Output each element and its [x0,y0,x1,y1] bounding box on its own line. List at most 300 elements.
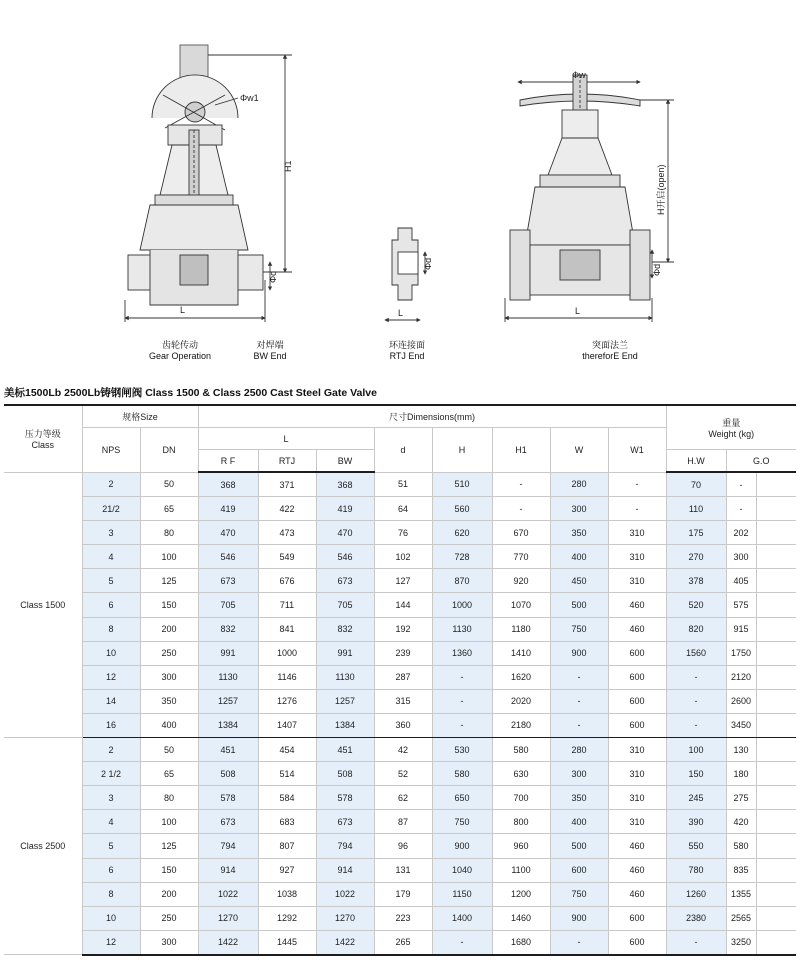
spacer-cell [756,738,796,762]
cell-h: 1150 [432,882,492,906]
cell-w: - [550,713,608,737]
cell-d: 127 [374,569,432,593]
cell-l-rf: 508 [198,762,258,786]
cell-h: 900 [432,834,492,858]
rtj-caption-cn: 环连接面 [388,340,425,350]
cell-weight-go: - [726,497,756,521]
table-row [4,930,796,955]
cell-h: 580 [432,762,492,786]
cell-d: 315 [374,689,432,713]
cell-weight-go: 420 [726,810,756,834]
cell-dn: 100 [140,810,198,834]
cell-d: 52 [374,762,432,786]
cell-nps: 16 [82,713,140,737]
header-w1: W1 [608,428,666,473]
cell-weight-go: 130 [726,738,756,762]
cell-dn: 250 [140,906,198,930]
cell-h: 620 [432,521,492,545]
cell-h1: 1200 [492,882,550,906]
header-nps: NPS [82,428,140,473]
cell-w: 400 [550,545,608,569]
cell-dn: 200 [140,882,198,906]
cell-nps: 8 [82,617,140,641]
cell-l-rtj: 1445 [258,930,316,955]
spacer-cell [756,665,796,689]
cell-d: 144 [374,593,432,617]
cell-w1: 460 [608,617,666,641]
cell-w1: 600 [608,930,666,955]
cell-weight-go: 2120 [726,665,756,689]
spacer-cell [756,906,796,930]
table-row [4,786,796,810]
cell-weight-hw: 70 [666,472,726,497]
cell-weight-hw: - [666,665,726,689]
cell-l-rtj: 1000 [258,641,316,665]
cell-w: 350 [550,521,608,545]
cell-l-rtj: 1292 [258,906,316,930]
table-row [4,569,796,593]
cell-l-rtj: 1146 [258,665,316,689]
cell-w: 300 [550,762,608,786]
cell-w: 350 [550,786,608,810]
cell-l-bw: 368 [316,472,374,497]
cell-w: 600 [550,858,608,882]
header-size: 规格Size [82,405,198,428]
cell-weight-go: 580 [726,834,756,858]
cell-l-rf: 1022 [198,882,258,906]
cell-weight-hw: 390 [666,810,726,834]
cell-h1: 1100 [492,858,550,882]
cell-nps: 21/2 [82,497,140,521]
cell-h: 1000 [432,593,492,617]
cell-w1: - [608,497,666,521]
cell-weight-go: - [726,472,756,497]
spacer-cell [756,617,796,641]
cell-nps: 10 [82,906,140,930]
spacer-cell [756,834,796,858]
spacer-cell [756,521,796,545]
table-body [4,472,796,955]
cell-dn: 125 [140,834,198,858]
cell-h1: 920 [492,569,550,593]
cell-l-rtj: 473 [258,521,316,545]
cell-l-bw: 508 [316,762,374,786]
gear-h1-label: H1 [283,160,293,172]
table-row [4,545,796,569]
cell-w: 280 [550,472,608,497]
cell-d: 51 [374,472,432,497]
header-h: H [432,428,492,473]
cell-weight-hw: 1560 [666,641,726,665]
cell-l-bw: 546 [316,545,374,569]
cell-h: 1400 [432,906,492,930]
cell-weight-go: 2600 [726,689,756,713]
cell-l-rf: 451 [198,738,258,762]
cell-d: 87 [374,810,432,834]
rf-l-label: L [575,306,581,316]
cell-l-bw: 832 [316,617,374,641]
cell-nps: 4 [82,545,140,569]
rtj-l-label: L [398,308,404,318]
cell-l-bw: 914 [316,858,374,882]
cell-l-bw: 1384 [316,713,374,737]
bw-caption-cn: 对焊端 [256,340,284,350]
cell-w1: 310 [608,569,666,593]
cell-nps: 2 1/2 [82,762,140,786]
cell-d: 287 [374,665,432,689]
cell-l-rtj: 927 [258,858,316,882]
cell-l-rtj: 454 [258,738,316,762]
cell-l-rtj: 676 [258,569,316,593]
cell-weight-hw: 378 [666,569,726,593]
cell-weight-go: 2565 [726,906,756,930]
cell-l-bw: 794 [316,834,374,858]
cell-dn: 80 [140,786,198,810]
table-row [4,713,796,737]
rf-caption-en: thereforE End [582,351,638,361]
table-row [4,738,796,762]
header-bw: BW [316,450,374,473]
spacer-cell [756,689,796,713]
cell-w: - [550,930,608,955]
cell-l-rf: 546 [198,545,258,569]
gear-l-label: L [180,305,186,315]
cell-w: 450 [550,569,608,593]
header-class: 压力等级 Class [4,405,82,472]
cell-d: 96 [374,834,432,858]
cell-l-rf: 673 [198,810,258,834]
cell-h1: 800 [492,810,550,834]
cell-l-rtj: 841 [258,617,316,641]
cell-w: 500 [550,593,608,617]
cell-l-rtj: 683 [258,810,316,834]
cell-d: 42 [374,738,432,762]
cell-l-rtj: 584 [258,786,316,810]
cell-h: 1040 [432,858,492,882]
cell-l-bw: 673 [316,810,374,834]
rf-w-label: Φw [572,70,586,80]
spacer-cell [756,810,796,834]
cell-l-rf: 673 [198,569,258,593]
cell-w1: 600 [608,906,666,930]
cell-w: 900 [550,641,608,665]
cell-l-rf: 470 [198,521,258,545]
gear-caption [135,340,225,362]
table-row [4,497,796,521]
cell-l-bw: 1270 [316,906,374,930]
spacer-cell [756,472,796,497]
cell-l-bw: 991 [316,641,374,665]
cell-dn: 65 [140,762,198,786]
cell-l-bw: 1022 [316,882,374,906]
cell-h: 1130 [432,617,492,641]
table-row [4,472,796,497]
cell-d: 62 [374,786,432,810]
cell-l-rf: 1257 [198,689,258,713]
table-row [4,641,796,665]
cell-w1: 310 [608,521,666,545]
cell-l-rf: 419 [198,497,258,521]
cell-nps: 4 [82,810,140,834]
rtj-end-drawing [385,228,425,320]
cell-l-bw: 1257 [316,689,374,713]
cell-w1: - [608,472,666,497]
cell-nps: 10 [82,641,140,665]
cell-h1: 700 [492,786,550,810]
cell-l-rf: 705 [198,593,258,617]
cell-w1: 460 [608,882,666,906]
header-dn: DN [140,428,198,473]
cell-w1: 310 [608,810,666,834]
cell-l-rtj: 371 [258,472,316,497]
cell-weight-go: 1355 [726,882,756,906]
cell-h: - [432,689,492,713]
cell-w: 750 [550,617,608,641]
cell-h1: 1070 [492,593,550,617]
cell-nps: 2 [82,472,140,497]
cell-l-bw: 419 [316,497,374,521]
spacer-cell [756,762,796,786]
class-cell: Class 2500 [4,738,82,955]
cell-d: 192 [374,617,432,641]
rf-h-label: H开启(open) [656,164,666,215]
cell-d: 360 [374,713,432,737]
cell-d: 131 [374,858,432,882]
cell-d: 64 [374,497,432,521]
spacer-cell [756,713,796,737]
cell-l-rtj: 1407 [258,713,316,737]
header-rtj: RTJ [258,450,316,473]
cell-nps: 5 [82,569,140,593]
cell-weight-go: 835 [726,858,756,882]
table-row [4,689,796,713]
cell-w: 400 [550,810,608,834]
spacer-cell [756,786,796,810]
cell-l-bw: 1422 [316,930,374,955]
cell-l-rtj: 711 [258,593,316,617]
cell-w: - [550,689,608,713]
cell-h1: 960 [492,834,550,858]
cell-nps: 12 [82,665,140,689]
cell-dn: 65 [140,497,198,521]
cell-h1: 1460 [492,906,550,930]
cell-weight-hw: 150 [666,762,726,786]
spacer-cell [756,858,796,882]
cell-l-rf: 794 [198,834,258,858]
cell-h: 750 [432,810,492,834]
table-row [4,593,796,617]
cell-h1: 1620 [492,665,550,689]
cell-dn: 200 [140,617,198,641]
table-row [4,521,796,545]
cell-nps: 3 [82,521,140,545]
cell-dn: 300 [140,930,198,955]
cell-weight-hw: 270 [666,545,726,569]
table-row [4,617,796,641]
spacer-cell [756,593,796,617]
cell-weight-hw: - [666,930,726,955]
gear-operation-drawing [125,45,292,322]
cell-l-rtj: 422 [258,497,316,521]
rf-caption-cn: 突面法兰 [591,340,628,350]
cell-w1: 600 [608,641,666,665]
cell-weight-hw: 1260 [666,882,726,906]
rtj-caption-en: RTJ End [389,351,425,361]
rf-flange-drawing [505,75,674,322]
cell-h: 530 [432,738,492,762]
cell-l-rtj: 1276 [258,689,316,713]
cell-w1: 600 [608,713,666,737]
cell-nps: 2 [82,738,140,762]
cell-nps: 14 [82,689,140,713]
cell-weight-go: 3450 [726,713,756,737]
valve-drawings [0,0,800,380]
cell-weight-go: 575 [726,593,756,617]
cell-w1: 310 [608,786,666,810]
cell-dn: 150 [140,858,198,882]
header-d: d [374,428,432,473]
cell-h1: 1680 [492,930,550,955]
cell-nps: 5 [82,834,140,858]
cell-weight-hw: 100 [666,738,726,762]
cell-w1: 600 [608,665,666,689]
cell-w: 900 [550,906,608,930]
cell-l-rtj: 1038 [258,882,316,906]
cell-h1: 630 [492,762,550,786]
table-row [4,665,796,689]
cell-nps: 6 [82,593,140,617]
gear-w1-label: Φw1 [240,93,259,103]
cell-dn: 50 [140,738,198,762]
cell-w1: 600 [608,689,666,713]
cell-dn: 400 [140,713,198,737]
cell-weight-go: 1750 [726,641,756,665]
gear-caption-cn: 齿轮传动 [161,340,198,350]
header-rf: R F [198,450,258,473]
cell-l-rtj: 514 [258,762,316,786]
gear-caption-en: Gear Operation [148,351,212,361]
cell-l-bw: 470 [316,521,374,545]
rf-d-label: Φd [652,263,662,276]
header-weight: 重量 Weight (kg) [666,405,796,450]
header-go: G.O [726,450,796,473]
cell-h: - [432,930,492,955]
cell-h1: 2180 [492,713,550,737]
cell-dn: 250 [140,641,198,665]
cell-weight-go: 3250 [726,930,756,955]
cell-nps: 8 [82,882,140,906]
cell-l-bw: 1130 [316,665,374,689]
cell-l-bw: 451 [316,738,374,762]
cell-w: - [550,665,608,689]
cell-l-rf: 578 [198,786,258,810]
cell-l-rf: 914 [198,858,258,882]
cell-weight-hw: - [666,713,726,737]
cell-h1: 770 [492,545,550,569]
cell-weight-go: 300 [726,545,756,569]
cell-d: 102 [374,545,432,569]
bw-caption-en: BW End [253,351,287,361]
cell-dn: 150 [140,593,198,617]
cell-weight-hw: - [666,689,726,713]
table-row [4,834,796,858]
table-row [4,906,796,930]
table-row [4,882,796,906]
cell-d: 223 [374,906,432,930]
header-l: L [198,428,374,450]
cell-h1: - [492,497,550,521]
cell-l-rtj: 807 [258,834,316,858]
cell-w1: 460 [608,834,666,858]
cell-weight-go: 202 [726,521,756,545]
cell-h1: - [492,472,550,497]
cell-weight-hw: 110 [666,497,726,521]
cell-w1: 460 [608,593,666,617]
spacer-cell [756,930,796,955]
cell-dn: 300 [140,665,198,689]
gear-d-label: Φd [268,270,278,283]
cell-w: 500 [550,834,608,858]
cell-dn: 125 [140,569,198,593]
cell-d: 239 [374,641,432,665]
cell-weight-hw: 780 [666,858,726,882]
cell-d: 179 [374,882,432,906]
cell-nps: 12 [82,930,140,955]
rf-caption [565,340,655,362]
cell-h1: 2020 [492,689,550,713]
cell-h: 728 [432,545,492,569]
cell-weight-hw: 245 [666,786,726,810]
cell-nps: 3 [82,786,140,810]
cell-h1: 1410 [492,641,550,665]
header-hw: H.W [666,450,726,473]
cell-h1: 1180 [492,617,550,641]
cell-l-rf: 368 [198,472,258,497]
cell-weight-go: 275 [726,786,756,810]
cell-dn: 100 [140,545,198,569]
cell-dn: 80 [140,521,198,545]
cell-w1: 310 [608,762,666,786]
cell-w: 750 [550,882,608,906]
cell-weight-hw: 550 [666,834,726,858]
cell-weight-go: 915 [726,617,756,641]
cell-weight-go: 405 [726,569,756,593]
cell-l-rf: 1130 [198,665,258,689]
header-dimensions: 尺寸Dimensions(mm) [198,405,666,428]
cell-w: 300 [550,497,608,521]
cell-h1: 580 [492,738,550,762]
cell-l-bw: 673 [316,569,374,593]
cell-w1: 460 [608,858,666,882]
cell-l-rf: 1384 [198,713,258,737]
cell-l-rf: 991 [198,641,258,665]
cell-w1: 310 [608,545,666,569]
rtj-d-label: Φd [423,257,433,270]
spacer-cell [756,641,796,665]
cell-h1: 670 [492,521,550,545]
cell-w1: 310 [608,738,666,762]
cell-l-bw: 578 [316,786,374,810]
cell-weight-hw: 2380 [666,906,726,930]
table-row [4,762,796,786]
rtj-caption [372,340,442,362]
cell-dn: 350 [140,689,198,713]
header-h1: H1 [492,428,550,473]
cell-nps: 6 [82,858,140,882]
cell-w: 280 [550,738,608,762]
cell-l-bw: 705 [316,593,374,617]
dimensions-table [4,404,796,956]
